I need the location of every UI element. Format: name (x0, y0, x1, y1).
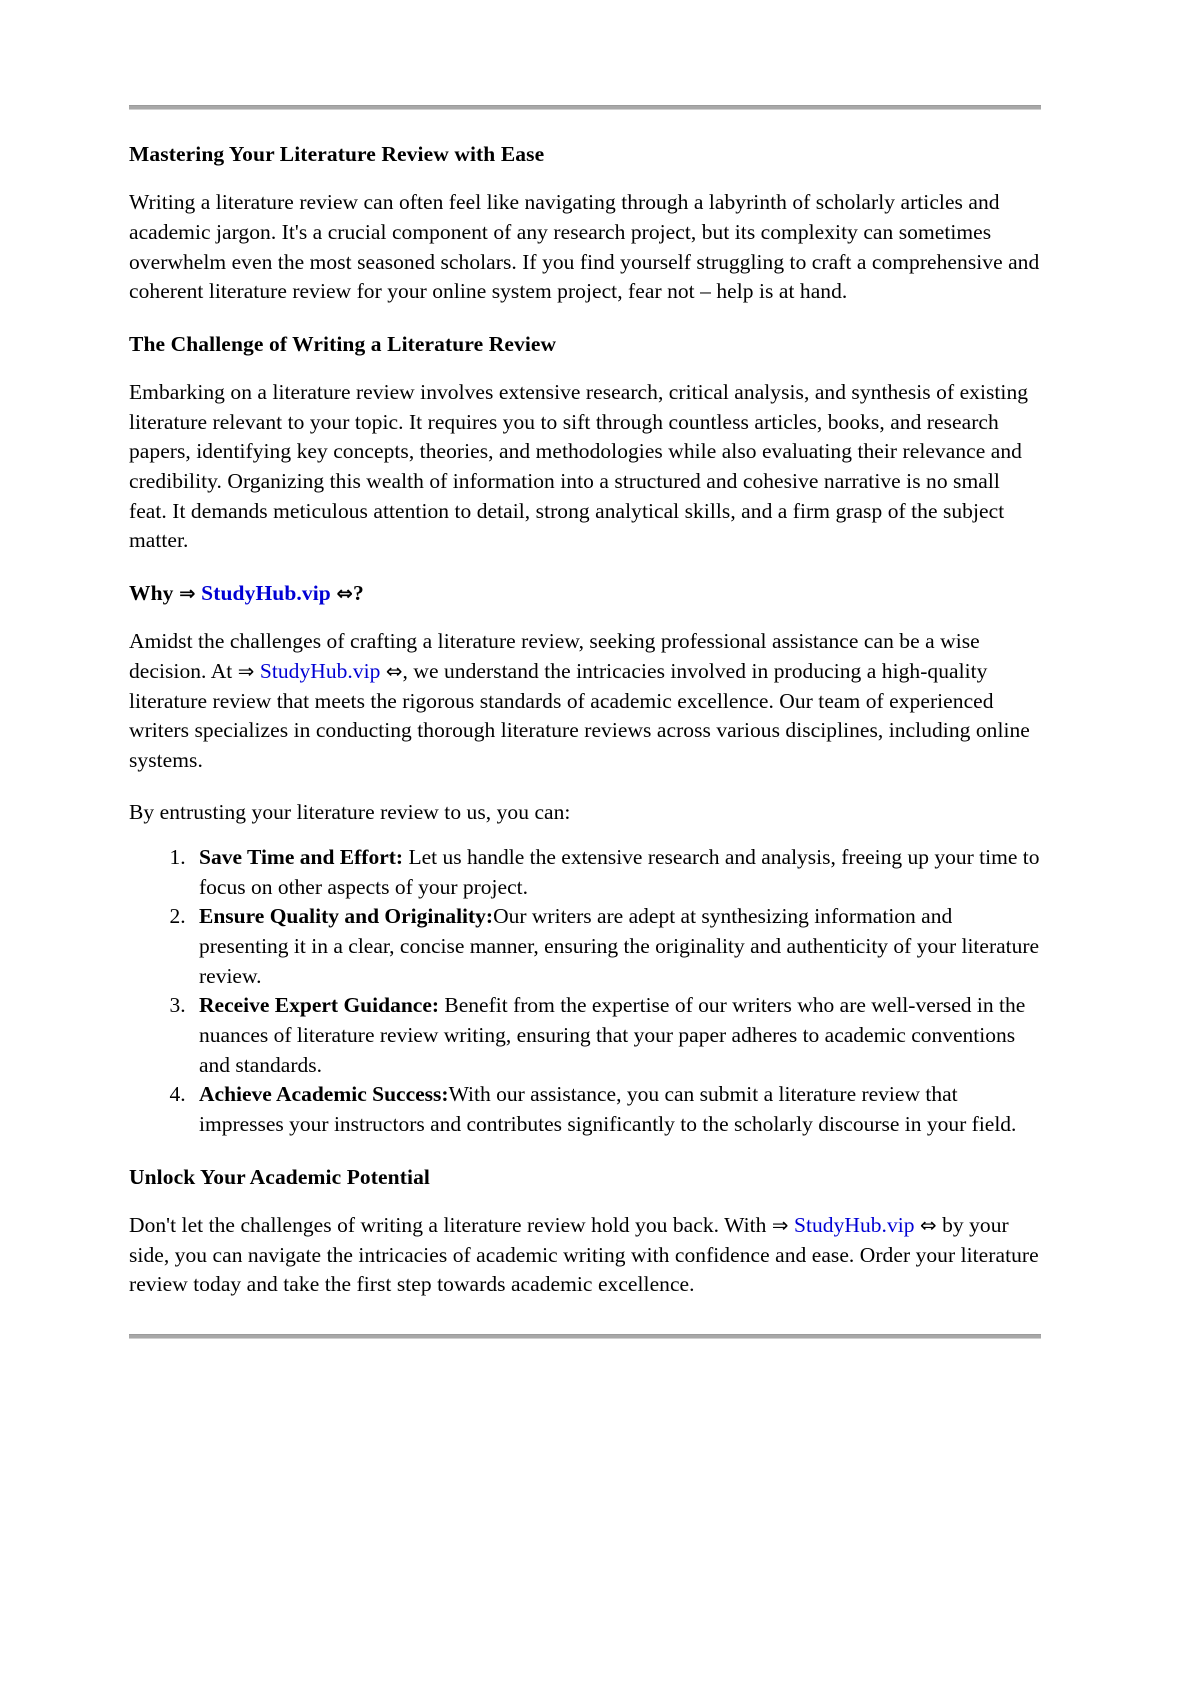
spacer (129, 556, 1041, 580)
arrow-bidirectional-icon: ⇔ (336, 582, 353, 605)
unlock-heading: Unlock Your Academic Potential (129, 1164, 430, 1189)
intro-paragraph: Writing a literature review can often feel like navigating through a labyrinth of scholarly articles and academic jargon. It's a crucial component of any research project, but its complexity can sometimes overwhelm even the most seasoned scholars. If you find yourself struggling to craft a comprehensive and coherent literature review for your online system project, fear not – help is at hand. (129, 190, 1040, 304)
arrow-bidirectional-icon: ⇔ (385, 659, 403, 683)
arrow-right-icon: ⇒ (237, 659, 255, 683)
spacer (129, 110, 1041, 141)
closing-paragraph (129, 1211, 1041, 1300)
arrow-right-icon: ⇒ (179, 582, 196, 605)
arrow-right-icon: ⇒ (771, 1213, 789, 1237)
document-content (129, 0, 1041, 1339)
spacer (129, 307, 1041, 331)
benefit-text: With our assistance, you can submit a literature review that impresses your instructors and contributes significantly to the scholarly discourse in your field. (199, 1082, 1017, 1137)
arrow-bidirectional-icon: ⇔ (920, 1213, 937, 1237)
why-heading-suffix: ? (353, 581, 364, 605)
list-item (191, 1080, 1041, 1139)
benefit-label: Save Time and Effort: (199, 845, 404, 870)
closing-paragraph-part1: Don't let the challenges of writing a literature review hold you back. With (129, 1212, 767, 1237)
list-item (191, 843, 1041, 902)
why-paragraph-part2: , we understand the intricacies involved in producing a high-quality literature review that meets the rigorous standards of academic excellence. Our team of experienced writers specializes in conducting thorough literature reviews across various disciplines, including online systems. (129, 658, 1030, 772)
studyhub-link[interactable]: StudyHub.vip (259, 658, 381, 683)
spacer (129, 357, 1041, 378)
benefit-label: Achieve Academic Success: (199, 1082, 449, 1107)
why-heading (129, 580, 1041, 606)
why-paragraph-part1: Amidst the challenges of crafting a literature review, seeking professional assistance can be a wise decision. At (129, 629, 980, 683)
closing-paragraph-part2: by your side, you can navigate the intricacies of academic writing with confidence and ease. Order your literature review today and take the first step towards academic excellence. (129, 1212, 1039, 1297)
page-title: Mastering Your Literature Review with Ease (129, 142, 545, 166)
studyhub-link[interactable]: StudyHub.vip (793, 1212, 915, 1237)
spacer (129, 827, 1041, 843)
benefit-text: Benefit from the expertise of our writers who are well-versed in the nuances of literature review writing, ensuring that your paper adheres to academic conventions and standards. (199, 993, 1026, 1077)
spacer (129, 606, 1041, 627)
spacer (129, 167, 1041, 188)
studyhub-link[interactable]: StudyHub.vip (201, 581, 331, 605)
benefit-text: Our writers are adept at synthesizing information and presenting it in a clear, concise manner, ensuring the originality and authenticity of your literature review. (199, 904, 1040, 988)
why-heading-prefix: Why (129, 581, 174, 605)
spacer (129, 1140, 1041, 1164)
challenge-paragraph: Embarking on a literature review involves extensive research, critical analysis, and synthesis of existing literature relevant to your topic. It requires you to sift through countless articles, books, and research papers, identifying key concepts, theories, and methodologies while also evaluating their relevance and credibility. Organizing this wealth of information into a structured and cohesive narrative is no small feat. It demands meticulous attention to detail, strong analytical skills, and a firm grasp of the subject matter. (129, 380, 1029, 553)
spacer (129, 1190, 1041, 1211)
spacer (129, 776, 1041, 798)
list-item (191, 902, 1041, 991)
benefit-text: Let us handle the extensive research and analysis, freeing up your time to focus on other aspects of your project. (199, 845, 1040, 899)
benefit-label: Ensure Quality and Originality: (199, 904, 494, 929)
bottom-horizontal-rule (129, 1334, 1041, 1339)
benefits-list (129, 843, 1041, 1140)
why-paragraph (129, 627, 1041, 775)
benefit-label: Receive Expert Guidance: (199, 993, 440, 1018)
list-item (191, 991, 1041, 1080)
entrust-paragraph: By entrusting your literature review to us, you can: (129, 799, 571, 824)
challenge-heading: The Challenge of Writing a Literature Review (129, 331, 557, 356)
